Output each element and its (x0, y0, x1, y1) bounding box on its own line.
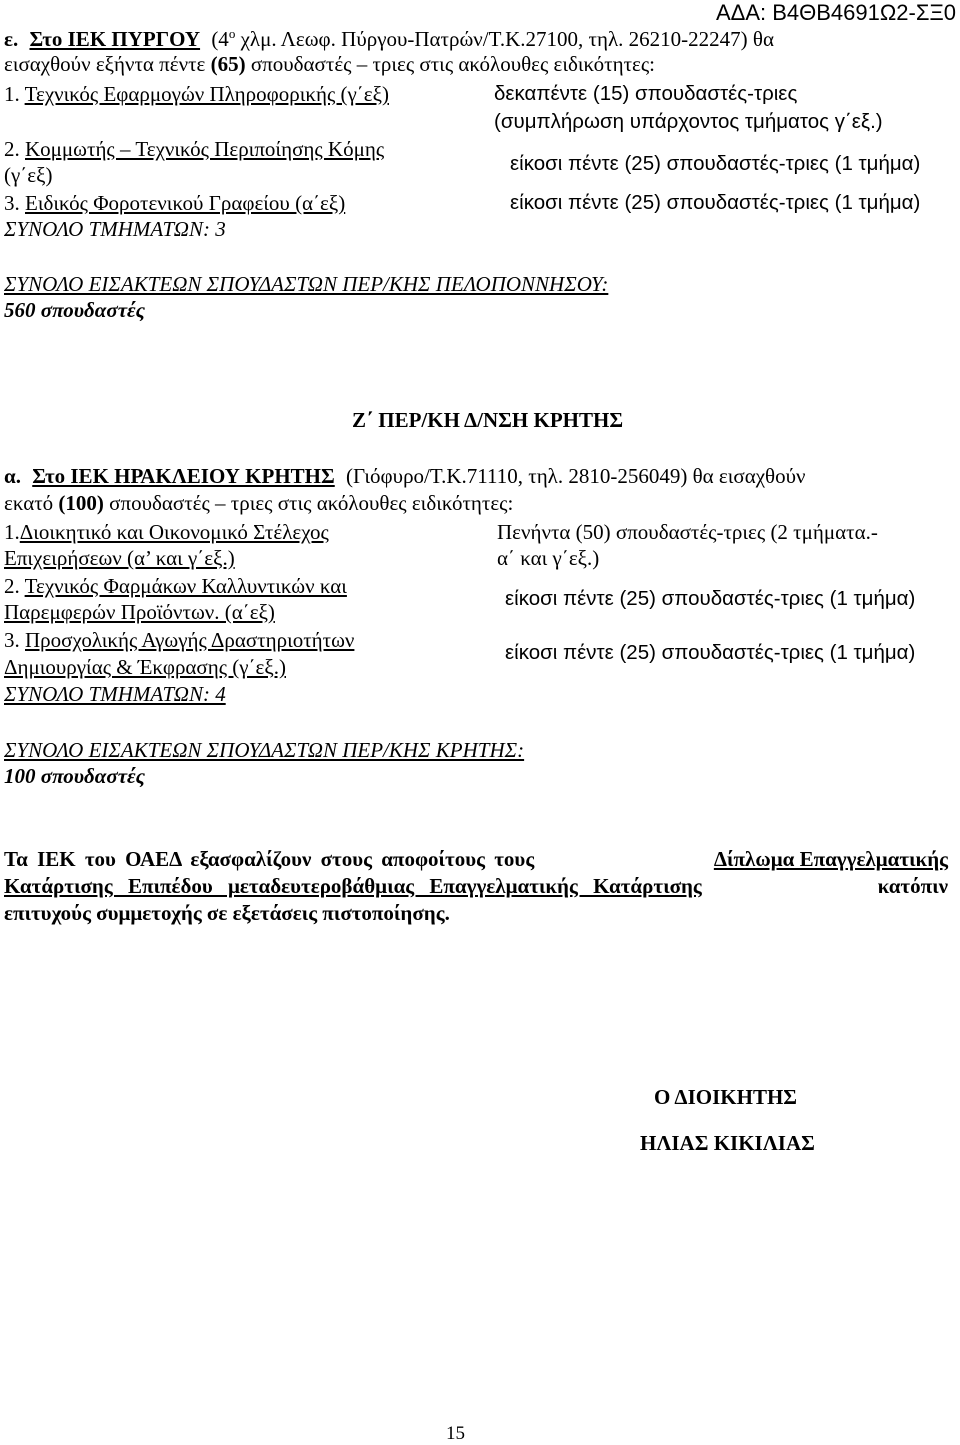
pyrgos-specialty-2 (4, 137, 384, 162)
specialty-number: 3. (4, 191, 20, 215)
pyrgos-specialty-3-seats: είκοσι πέντε (25) σπουδαστές-τριες (1 τμήμα) (510, 191, 921, 214)
heraklion-specialty-2-l2: Παρεμφερών Προϊόντων. (α΄εξ) (4, 600, 275, 624)
heraklion-specialty-1-seats-l2: α΄ και γ΄εξ.) (497, 546, 600, 570)
pyrgos-specialty-2-l2: (γ΄εξ) (4, 163, 53, 187)
heraklion-count-words: εκατό (4, 491, 54, 515)
closing-paragraph-line-1 (4, 847, 948, 872)
heraklion-specialty-1 (4, 520, 329, 545)
signature-name: ΗΛΙΑΣ ΚΙΚΙΛΙΑΣ (640, 1131, 815, 1155)
specialty-name: Τεχνικός Εφαρμογών Πληροφορικής (γ΄εξ) (24, 82, 389, 106)
crete-total-label: ΣΥΝΟΛΟ ΕΙΣΑΚΤΕΩΝ ΣΠΟΥΔΑΣΤΩΝ ΠΕΡ/ΚΗΣ ΚΡΗΤΗΣ: (4, 738, 525, 762)
pyrgos-iek-name: Στο ΙΕΚ ΠΥΡΓΟΥ (29, 27, 201, 51)
heraklion-specialty-2-seats: είκοσι πέντε (25) σπουδαστές-τριες (1 τμήμα) (505, 587, 916, 610)
specialty-number: 1. (4, 520, 20, 544)
pyrgos-intro-line-2 (4, 52, 655, 77)
pyrgos-address-b: χλμ. Λεωφ. Πύργου-Πατρών/Τ.Κ.27100, τηλ. 26210-22247) θα (240, 27, 774, 51)
pyrgos-count-rest: σπουδαστές – τριες στις ακόλουθες ειδικότητες: (250, 52, 655, 76)
specialty-name: Τεχνικός Φαρμάκων Καλλυντικών και (24, 574, 347, 598)
specialty-name: Ειδικός Φοροτενικού Γραφείου (α΄εξ) (25, 191, 346, 215)
heraklion-specialty-2 (4, 574, 347, 599)
document-ada-code: ΑΔΑ: Β4ΘΒ4691Ω2-ΣΞ0 (715, 0, 956, 25)
pyrgos-count-number: (65) (210, 52, 246, 76)
pyrgos-count-words: εισαχθούν εξήντα πέντε (4, 52, 206, 76)
peloponnese-total-label: ΣΥΝΟΛΟ ΕΙΣΑΚΤΕΩΝ ΣΠΟΥΔΑΣΤΩΝ ΠΕΡ/ΚΗΣ ΠΕΛΟΠΟΝΝΗΣΟΥ: (4, 272, 609, 296)
heraklion-total-sections: ΣΥΝΟΛΟ ΤΜΗΜΑΤΩΝ: 4 (4, 682, 226, 706)
heraklion-count-rest: σπουδαστές – τριες στις ακόλουθες ειδικότητες: (109, 491, 514, 515)
specialty-number: 3. (4, 628, 20, 652)
signature-title: Ο ΔΙΟΙΚΗΤΗΣ (654, 1085, 798, 1109)
specialty-name: Κομμωτής – Τεχνικός Περιποίησης Κόμης (25, 137, 385, 161)
heraklion-count-number: (100) (58, 491, 104, 515)
closing-text-a: Τα ΙΕΚ του ΟΑΕΔ εξασφαλίζουν στους αποφοίτους τους (4, 847, 535, 871)
pyrgos-total-sections: ΣΥΝΟΛΟ ΤΜΗΜΑΤΩΝ: 3 (4, 217, 226, 241)
heraklion-specialty-1-seats-l1: Πενήντα (50) σπουδαστές-τριες (2 τμήματα.- (497, 520, 878, 544)
peloponnese-total-value: 560 σπουδαστές (4, 298, 146, 322)
heraklion-intro-line-2 (4, 491, 513, 516)
heraklion-address: (Γιόφυρο/Τ.Κ.71110, τηλ. 2810-256049) θα εισαχθούν (346, 464, 806, 488)
heraklion-prefix: α. (4, 464, 21, 488)
heraklion-iek-name: Στο ΙΕΚ ΗΡΑΚΛΕΙΟΥ ΚΡΗΤΗΣ (32, 464, 335, 488)
specialty-number: 1. (4, 82, 20, 106)
pyrgos-specialty-2-seats: είκοσι πέντε (25) σπουδαστές-τριες (1 τμήμα) (510, 152, 921, 175)
heraklion-specialty-3 (4, 628, 354, 653)
crete-total-value: 100 σπουδαστές (4, 764, 146, 788)
heraklion-specialty-1-l2: Επιχειρήσεων (α’ και γ΄εξ.) (4, 546, 235, 570)
closing-paragraph-line-2 (4, 874, 948, 899)
page-number: 15 (446, 1423, 465, 1444)
specialty-number: 2. (4, 137, 20, 161)
closing-paragraph-line-3: επιτυχούς συμμετοχής σε εξετάσεις πιστοποίησης. (4, 901, 450, 925)
specialty-name: Προσχολικής Αγωγής Δραστηριοτήτων (25, 628, 355, 652)
pyrgos-address-a: (4 (211, 27, 229, 51)
heraklion-specialty-3-l2: Δημιουργίας & Έκφρασης (γ΄εξ.) (4, 655, 286, 679)
heraklion-intro-line-1 (4, 464, 805, 489)
crete-directorate-heading: Ζ΄ ΠΕΡ/ΚΗ Δ/ΝΣΗ ΚΡΗΤΗΣ (352, 408, 624, 432)
pyrgos-prefix: ε. (4, 27, 19, 51)
pyrgos-intro-line-1 (4, 26, 774, 52)
pyrgos-specialty-1-seats-l1: δεκαπέντε (15) σπουδαστές-τριες (494, 82, 798, 105)
pyrgos-address-sup: ο (228, 26, 236, 41)
pyrgos-specialty-1-seats-l2: (συμπλήρωση υπάρχοντος τμήματος γ΄εξ.) (494, 110, 883, 133)
closing-diploma-link-text: Δίπλωμα Επαγγελματικής (713, 847, 948, 871)
closing-condition: κατόπιν (877, 874, 948, 898)
specialty-name: Διοικητικό και Οικονομικό Στέλεχος (19, 520, 329, 544)
pyrgos-specialty-1 (4, 82, 389, 107)
heraklion-specialty-3-seats: είκοσι πέντε (25) σπουδαστές-τριες (1 τμήμα) (505, 641, 916, 664)
specialty-number: 2. (4, 574, 20, 598)
closing-diploma-level: Κατάρτισης Επιπέδου μεταδευτεροβάθμιας Επαγγελματικής Κατάρτισης (4, 874, 702, 898)
pyrgos-specialty-3 (4, 191, 345, 216)
